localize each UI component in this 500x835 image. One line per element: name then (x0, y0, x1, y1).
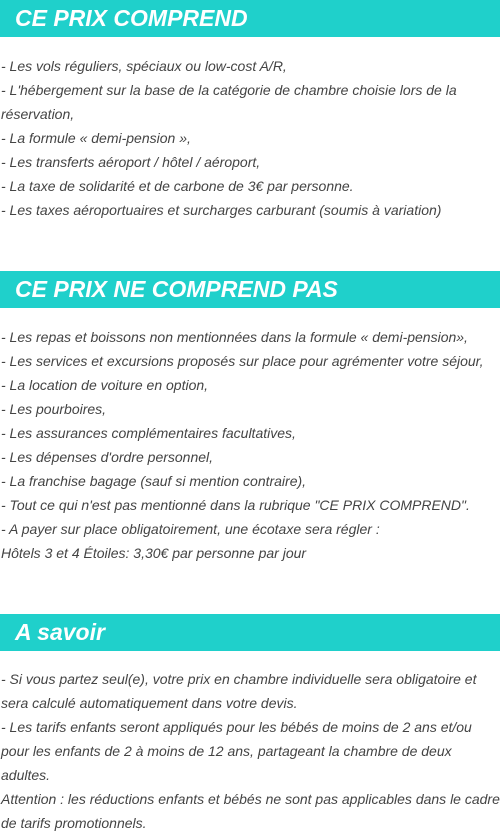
list-item: - Les pourboires, (1, 401, 107, 417)
list-item: - A payer sur place obligatoirement, une écotaxe sera régler : (1, 521, 380, 537)
section-title-not-included: CE PRIX NE COMPREND PAS (0, 271, 500, 308)
list-item: - Les repas et boissons non mentionnées dans la formule « demi-pension», (1, 329, 468, 345)
included-list (1, 54, 500, 222)
list-item: - Tout ce qui n'est pas mentionné dans la rubrique "CE PRIX COMPREND". (1, 497, 470, 513)
list-item: - Les assurances complémentaires facultatives, (1, 425, 296, 441)
list-item: - Les vols réguliers, spéciaux ou low-cost A/R, (1, 58, 287, 74)
list-item: - Les services et excursions proposés sur place pour agrémenter votre séjour, (1, 353, 484, 369)
section-title-good-to-know: A savoir (0, 614, 500, 651)
not-included-list (1, 325, 500, 565)
list-item: - La location de voiture en option, (1, 377, 209, 393)
section-title-included: CE PRIX COMPREND (0, 0, 500, 37)
list-item: - Les dépenses d'ordre personnel, (1, 449, 214, 465)
list-item: - La franchise bagage (sauf si mention contraire), (1, 473, 307, 489)
list-item: - Si vous partez seul(e), votre prix en chambre individuelle sera obligatoire et sera calculé automatiquement dans votre devis. (1, 671, 477, 711)
list-item: - La formule « demi-pension », (1, 130, 191, 146)
list-item: - La taxe de solidarité et de carbone de 3€ par personne. (1, 178, 354, 194)
list-item: Attention : les réductions enfants et bébés ne sont pas applicables dans le cadre de tarifs promotionnels. (1, 791, 500, 831)
list-item: - L'hébergement sur la base de la catégorie de chambre choisie lors de la réservation, (1, 82, 457, 122)
list-item: - Les transferts aéroport / hôtel / aéroport, (1, 154, 261, 170)
list-item: - Les taxes aéroportuaires et surcharges carburant (soumis à variation) (1, 202, 442, 218)
list-item: - Les tarifs enfants seront appliqués pour les bébés de moins de 2 ans et/ou pour les enfants de 2 à moins de 12 ans, partageant la chambre de deux adultes. (1, 719, 472, 783)
good-to-know-list (1, 667, 500, 835)
list-item: Hôtels 3 et 4 Étoiles: 3,30€ par personne par jour (1, 545, 307, 561)
